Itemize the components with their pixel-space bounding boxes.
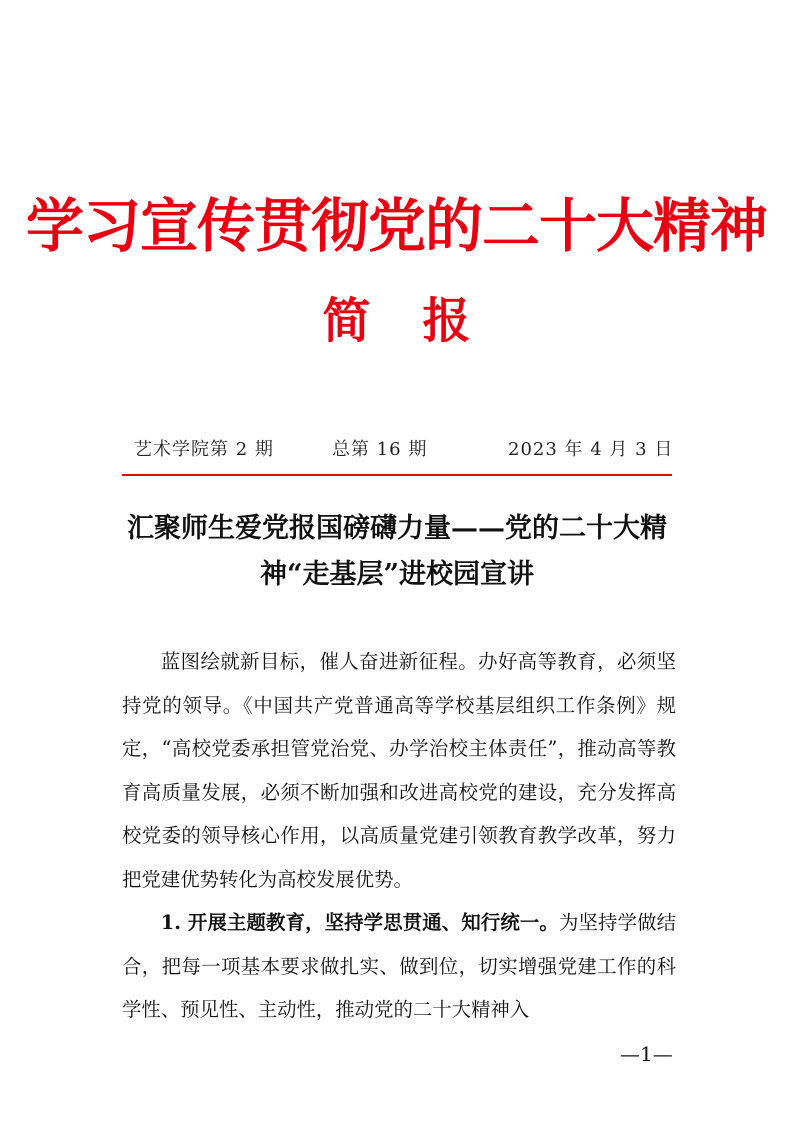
- section-1-text: 为坚持学做结合，把每一项基本要求做扎实、做到位，切实增强党建工作的科学性、预见性、主动性，推动党的二十大精神入: [122, 911, 676, 1021]
- paragraph-intro: 蓝图绘就新目标，催人奋进新征程。办好高等教育，必须坚持党的领导。《中国共产党普通高等学校基层组织工作条例》规定，“高校党委承担管党治党、办学治校主体责任”，推动高等教育高质量发展，必须不断加强和改进高校党的建设，充分发挥高校党委的领导核心作用，以高质量党建引领教育教学改革，努力把党建优势转化为高校发展优势。: [122, 650, 676, 891]
- article-body: [122, 640, 676, 1032]
- issue-number: 艺术学院第 2 期: [134, 439, 274, 460]
- article-title: 汇聚师生爱党报国磅礴力量——党的二十大精神“走基层”进校园宣讲: [127, 513, 667, 590]
- section-1-heading: 1. 开展主题教育，坚持学思贯通、知行统一。: [160, 911, 559, 934]
- page-number: —1—: [620, 1042, 673, 1066]
- issue-date: 2023 年 4 月 3 日: [508, 439, 674, 460]
- masthead-subtitle: [0, 290, 793, 352]
- paragraph-section-1: [122, 901, 676, 1032]
- total-issue-number: 总第 16 期: [332, 439, 428, 460]
- masthead-title: 学习宣传贯彻党的二十大精神: [25, 192, 767, 260]
- masthead-subtitle-char-1: 简: [322, 293, 371, 349]
- masthead-subtitle-char-2: 报: [422, 293, 471, 349]
- red-divider-line: [122, 474, 672, 476]
